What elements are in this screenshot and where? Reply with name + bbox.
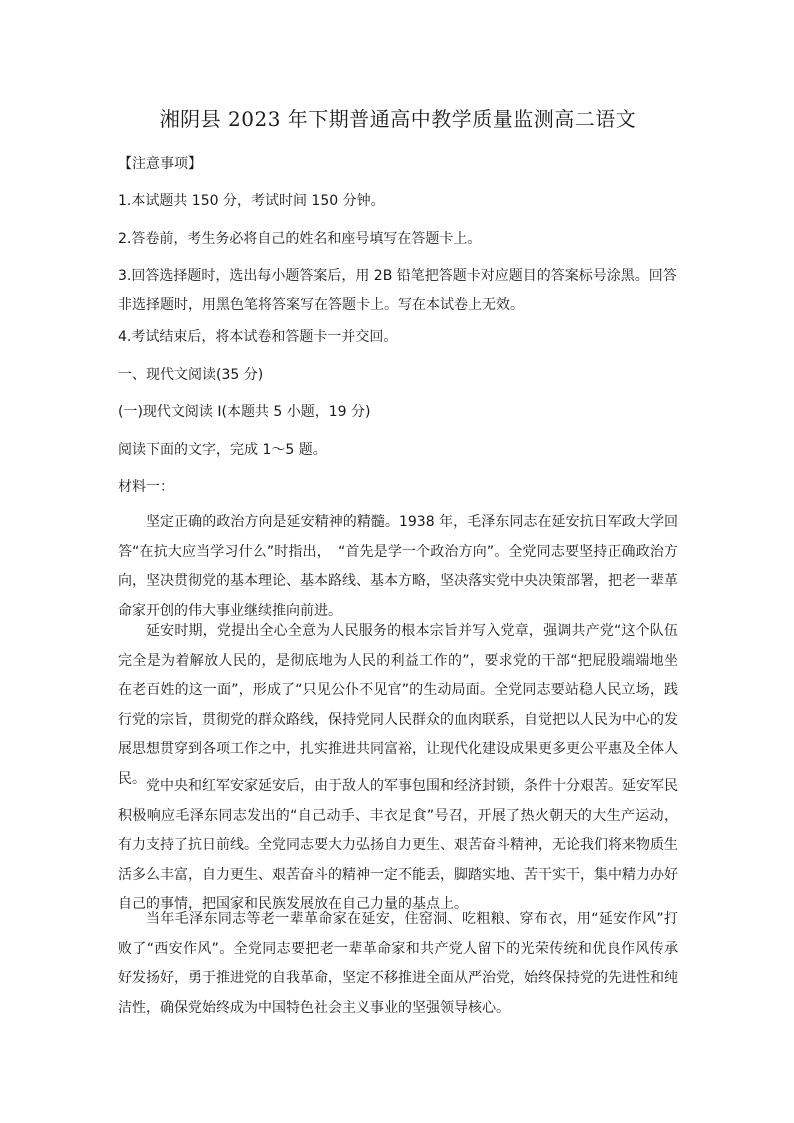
material-paragraph-3: 党中央和红军安家延安后，由于敌人的军事包围和经济封锁，条件十分艰苦。延安军民积极响应毛泽东同志发出的“自己动手、丰衣足食”号召，开展了热火朝天的大生产运动，有力支持了抗日前线。全党同志要大力弘扬自力更生、艰苦奋斗精神，无论我们将来物质生活多么丰富，自力更生、艰苦奋斗的精神一定不能丢，脚踏实地、苦干实干，集中精力办好自己的事情，把国家和民族发展放在自己力量的基点上。 — [118, 778, 678, 912]
notice-item-2: 2.答卷前，考生务必将自己的姓名和座号填写在答题卡上。 — [118, 231, 482, 247]
material-paragraph-1: 坚定正确的政治方向是延安精神的精髓。1938 年，毛泽东同志在延安抗日军政大学回答“在抗大应当学习什么”时指出， “首先是学一个政治方向”。全党同志要坚持正确政治方向，坚决贯彻党的基本理论、基本路线、基本方略，坚决落实党中央决策部署，把老一辈革命家开创的伟大事业继续推向前进。 — [118, 514, 678, 619]
notice-item-3: 3.回答选择题时，选出每小题答案后，用 2B 铅笔把答题卡对应题目的答案标号涂黑。回答非选择题时，用黑色笔将答案写在答题卡上。写在本试卷上无效。 — [118, 268, 677, 313]
notice-heading: 【注意事项】 — [118, 156, 202, 172]
reading-instruction: 阅读下面的文字，完成 1～5 题。 — [118, 442, 327, 458]
material-paragraph-2: 延安时期，党提出全心全意为人民服务的根本宗旨并写入党章，强调共产党“这个队伍完全是为着解放人民的，是彻底地为人民的利益工作的”，要求党的干部“把屁股端端地坐在老百姓的这一面”，形成了“只见公仆不见官”的生动局面。全党同志要站稳人民立场，践行党的宗旨，贯彻党的群众路线，保持党同人民群众的血肉联系，自觉把以人民为中心的发展思想贯穿到各项工作之中，扎实推进共同富裕，让现代化建设成果更多更公平惠及全体人民。 — [118, 623, 678, 787]
notice-item-1: 1.本试题共 150 分，考试时间 150 分钟。 — [118, 193, 385, 209]
notice-item-4: 4.考试结束后，将本试卷和答题卡一并交回。 — [118, 329, 398, 345]
exam-title: 湘阴县 2023 年下期普通高中教学质量监测高二语文 — [159, 107, 637, 131]
subsection-heading: (一)现代文阅读 I(本题共 5 小题，19 分) — [118, 404, 371, 420]
section-heading: 一、现代文阅读(35 分) — [118, 367, 264, 383]
material-label: 材料一： — [118, 479, 174, 495]
material-paragraph-4: 当年毛泽东同志等老一辈革命家在延安，住窑洞、吃粗粮、穿布衣，用“延安作风”打败了“西安作风”。全党同志要把老一辈革命家和共产党人留下的光荣传统和优良作风传承好发扬好，勇于推进党的自我革命，坚定不移推进全面从严治党，始终保持党的先进性和纯洁性，确保党始终成为中国特色社会主义事业的坚强领导核心。 — [118, 911, 678, 1016]
